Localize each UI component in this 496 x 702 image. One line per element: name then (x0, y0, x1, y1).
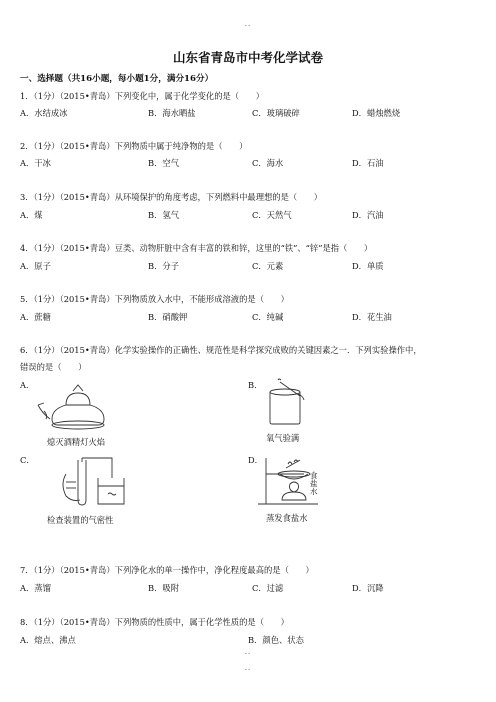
q6-caption-d: 蒸发食盐水 (266, 513, 308, 523)
q5-option-d: D．花生油 (352, 312, 392, 322)
question-3-stem: 3．（1分）（2015•青岛）从环境保护的角度考虑，下列燃料中最理想的是（ ） (20, 192, 323, 202)
question-7-stem: 7．（1分）（2015•青岛）下列净化水的单一操作中，净化程度最高的是（ ） (20, 565, 314, 575)
q1-option-d: D．蜡烛燃烧 (352, 108, 401, 118)
oxygen-test-figure (262, 378, 312, 428)
q7-option-c: C．过滤 (252, 583, 284, 593)
q1-option-a: A．水结成冰 (20, 108, 68, 118)
question-8-stem: 8．（1分）（2015•青岛）下列物质的性质中，属于化学性质的是（ ） (20, 617, 289, 627)
question-2-stem: 2．（1分）（2015•青岛）下列物质中属于纯净物的是（ ） (20, 141, 248, 151)
question-1-stem: 1．（1分）（2015•青岛）下列变化中，属于化学变化的是（ ） (20, 91, 264, 101)
airtightness-figure (56, 454, 136, 512)
q7-option-a: A．蒸馏 (20, 583, 51, 593)
q6-option-b: B． (248, 380, 263, 390)
q6-caption-b: 氧气验满 (266, 433, 300, 443)
q6-option-d: D． (248, 455, 263, 465)
q5-option-a: A．蔗糖 (20, 312, 51, 322)
alcohol-lamp-figure (30, 383, 120, 435)
evaporation-figure (254, 456, 334, 508)
q1-option-b: B．海水晒盐 (148, 108, 196, 118)
q2-option-c: C．海水 (252, 158, 284, 168)
q5-option-b: B．硝酸钾 (148, 312, 188, 322)
q3-option-c: C．天然气 (252, 210, 292, 220)
q8-option-b: B．颜色、状态 (248, 635, 304, 645)
page-title: 山东省青岛市中考化学试卷 (172, 50, 323, 65)
q4-option-c: C．元素 (252, 261, 284, 271)
q4-option-a: A．原子 (20, 261, 51, 271)
q5-option-c: C．纯碱 (252, 312, 284, 322)
q6-caption-a: 熄灭酒精灯火焰 (47, 437, 106, 447)
q2-option-b: B．空气 (148, 158, 179, 168)
question-6-stem-line2: 错误的是（ ） (20, 362, 87, 372)
question-5-stem: 5．（1分）（2015•青岛）下列物质放入水中，不能形成溶液的是（ ） (20, 294, 289, 304)
q6-caption-c: 检查装置的气密性 (47, 515, 114, 525)
q3-option-a: A．煤 (20, 210, 43, 220)
q7-option-d: D．沉降 (352, 583, 384, 593)
header-mark: .. (244, 20, 252, 28)
q2-option-d: D．石油 (352, 158, 384, 168)
q2-option-a: A．干冰 (20, 158, 51, 168)
q4-option-d: D．单质 (352, 261, 384, 271)
question-4-stem: 4．（1分）（2015•青岛）豆类、动物肝脏中含有丰富的铁和锌，这里的“铁”、“锌”是指（ ） (20, 243, 373, 253)
q3-option-b: B．氢气 (148, 210, 179, 220)
question-6-stem-line1: 6．（1分）（2015•青岛）化学实验操作的正确性、规范性是科学探究成败的关键因素之一．下列实验操作中， (20, 345, 422, 355)
q3-option-d: D．汽油 (352, 210, 384, 220)
q6-option-c: C． (20, 455, 35, 465)
section-heading: 一、选择题（共16小题，每小题1分，满分16分） (20, 74, 214, 84)
q7-option-b: B．吸附 (148, 583, 179, 593)
footer-mark-2: .. (244, 664, 252, 672)
footer-mark-1: .. (244, 648, 252, 656)
q1-option-c: C．玻璃破碎 (252, 108, 300, 118)
q6-option-a: A． (20, 380, 35, 390)
figure-label-salt-water: 食盐水 (310, 471, 318, 496)
q4-option-b: B．分子 (148, 261, 179, 271)
q8-option-a: A．熔点、沸点 (20, 635, 76, 645)
